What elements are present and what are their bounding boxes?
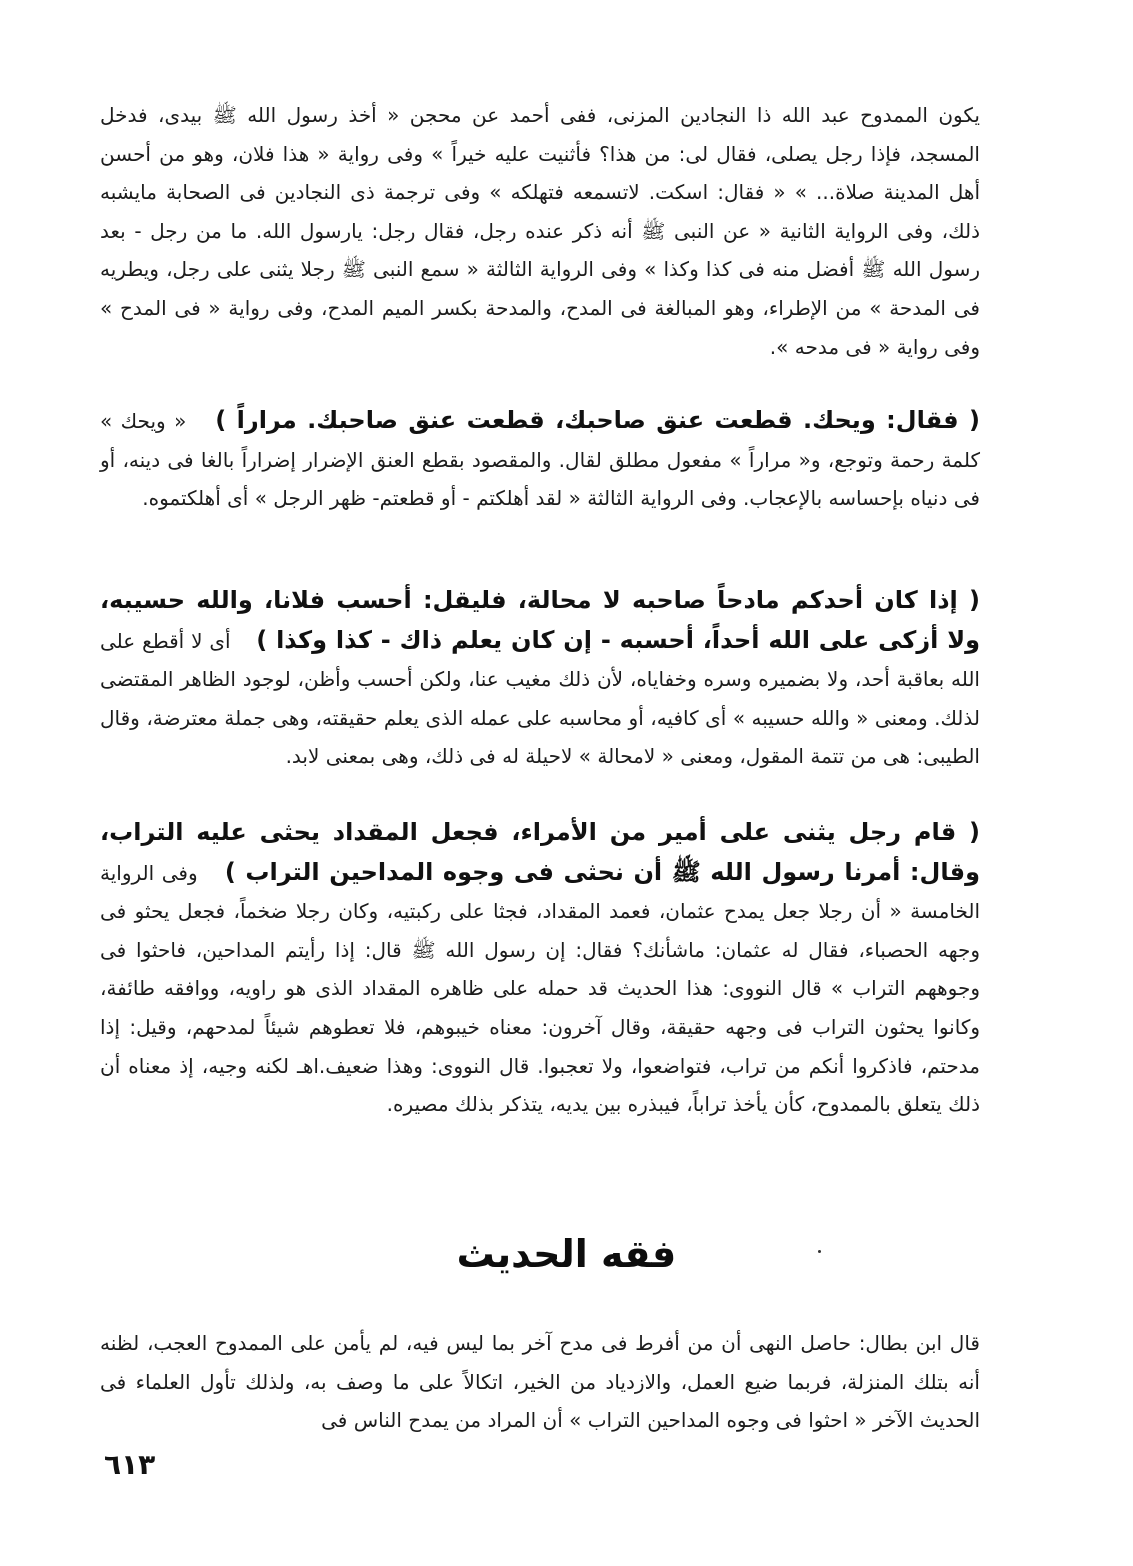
hadith-quote: ( فقال: ويحك. قطعت عنق صاحبك، قطعت عنق صاحبك. مراراً ) <box>215 406 981 434</box>
paragraph-text: يكون الممدوح عبد الله ذا النجادين المزنى، ففى أحمد عن محجن « أخذ رسول الله ﷺ بيدى، فدخل المسجد، فإذا رجل يصلى، فقال لى: من هذا؟ فأثنيت عليه خيراً » وفى رواية « هذا فلان، وهو من أحسن أهل المدينة صلاة... » « فقال: اسكت. لاتسمعه فتهلكه » وفى ترجمة ذى النجادين فى الصحابة مايشبه ذلك، وفى الرواية الثانية « عن النبى ﷺ أنه ذكر عنده رجل، فقال رجل: يارسول الله. ما من رجل - بعد رسول الله ﷺ أفضل منه فى كذا وكذا » وفى الرواية الثالثة « سمع النبى ﷺ رجلا يثنى على رجل، ويطريه فى المدحة » من الإطراء، وهو المبالغة فى المدح، والمدحة بكسر الميم المدح، وفى رواية « فى المدح » وفى رواية « فى مدحه ». <box>100 103 980 359</box>
paragraph-hadith-quote-2 <box>100 581 980 776</box>
hadith-quote: ( إذا كان أحدكم مادحاً صاحبه لا محالة، فليقل: أحسب فلانا، والله حسيبه، ولا أزكى على الله أحداً، أحسبه - إن كان يعلم ذاك - كذا وكذا ) <box>100 586 981 654</box>
paragraph-hadith-quote-3 <box>100 813 980 1124</box>
paragraph-fiqh <box>100 1324 980 1440</box>
commentary-text: « ويحك » كلمة رحمة وتوجع، و« مراراً » مفعول مطلق لقال. والمقصود بقطع العنق الإضرار إضراراً بالغا فى دينه، أو فى دنياه بإحساسه بالإعجاب. وفى الرواية الثالثة « لقد أهلكتم - أو قطعتم- ظهر الرجل » أى أهلكتموه. <box>100 409 980 511</box>
commentary-text: وفى الرواية الخامسة « أن رجلا جعل يمدح عثمان، فعمد المقداد، فجثا على ركبتيه، وكان رجلا ضخماً، فجعل يحثو فى وجهه الحصباء، فقال له عثمان: ماشأنك؟ فقال: إن رسول الله ﷺ قال: إذا رأيتم المداحين، فاحثوا فى وجوههم التراب » قال النووى: هذا الحديث قد حمله على ظاهره المقداد الذى هو راويه، ووافقه طائفة، وكانوا يحثون التراب فى وجهه حقيقة، وقال آخرون: معناه خيبوهم، فلا تعطوهم شيئاً لمدحهم، وقيل: إذا مدحتم، فاذكروا أنكم من تراب، فتواضعوا، ولا تعجبوا. قال النووى: وهذا ضعيف.اهـ لكنه وجيه، إذ معناه أن ذلك يتعلق بالممدوح، كأن يأخذ تراباً، فيبذره بين يديه، يتذكر بذلك مصيره. <box>100 860 980 1117</box>
page-number: ٦١٣ <box>104 1448 156 1481</box>
hadith-quote: ( قام رجل يثنى على أمير من الأمراء، فجعل المقداد يحثى عليه التراب، وقال: أمرنا رسول الله ﷺ أن نحثى فى وجوه المداحين التراب ) <box>100 818 981 886</box>
paragraph-hadith-quote-1 <box>100 401 980 518</box>
commentary-text: أى لا أقطع على الله بعاقبة أحد، ولا بضميره وسره وخفاياه، لأن ذلك مغيب عنا، ولكن أحسب وأظن، لوجود الظاهر المقتضى لذلك. ومعنى « والله حسيبه » أى كافيه، أو محاسبه على عمله الذى يعلم حقيقته، وهى جملة معترضة، وقال الطيبى: هى من تتمة المقول، ومعنى « لامحالة » لاحيلة له فى ذلك، وهى بمعنى لابد. <box>100 628 980 769</box>
paragraph-commentary-1 <box>100 96 980 366</box>
paragraph-text: قال ابن بطال: حاصل النهى أن من أفرط فى مدح آخر بما ليس فيه، لم يأمن على الممدوح العجب، لظنه أنه بتلك المنزلة، فربما ضيع العمل، والازدياد من الخير، اتكالاً على ما وصف به، ولذلك تأول العلماء فى الحديث الآخر « احثوا فى وجوه المداحين التراب » أن المراد من يمدح الناس فى <box>100 1331 980 1433</box>
section-heading: فقه الحديث <box>456 1232 677 1276</box>
